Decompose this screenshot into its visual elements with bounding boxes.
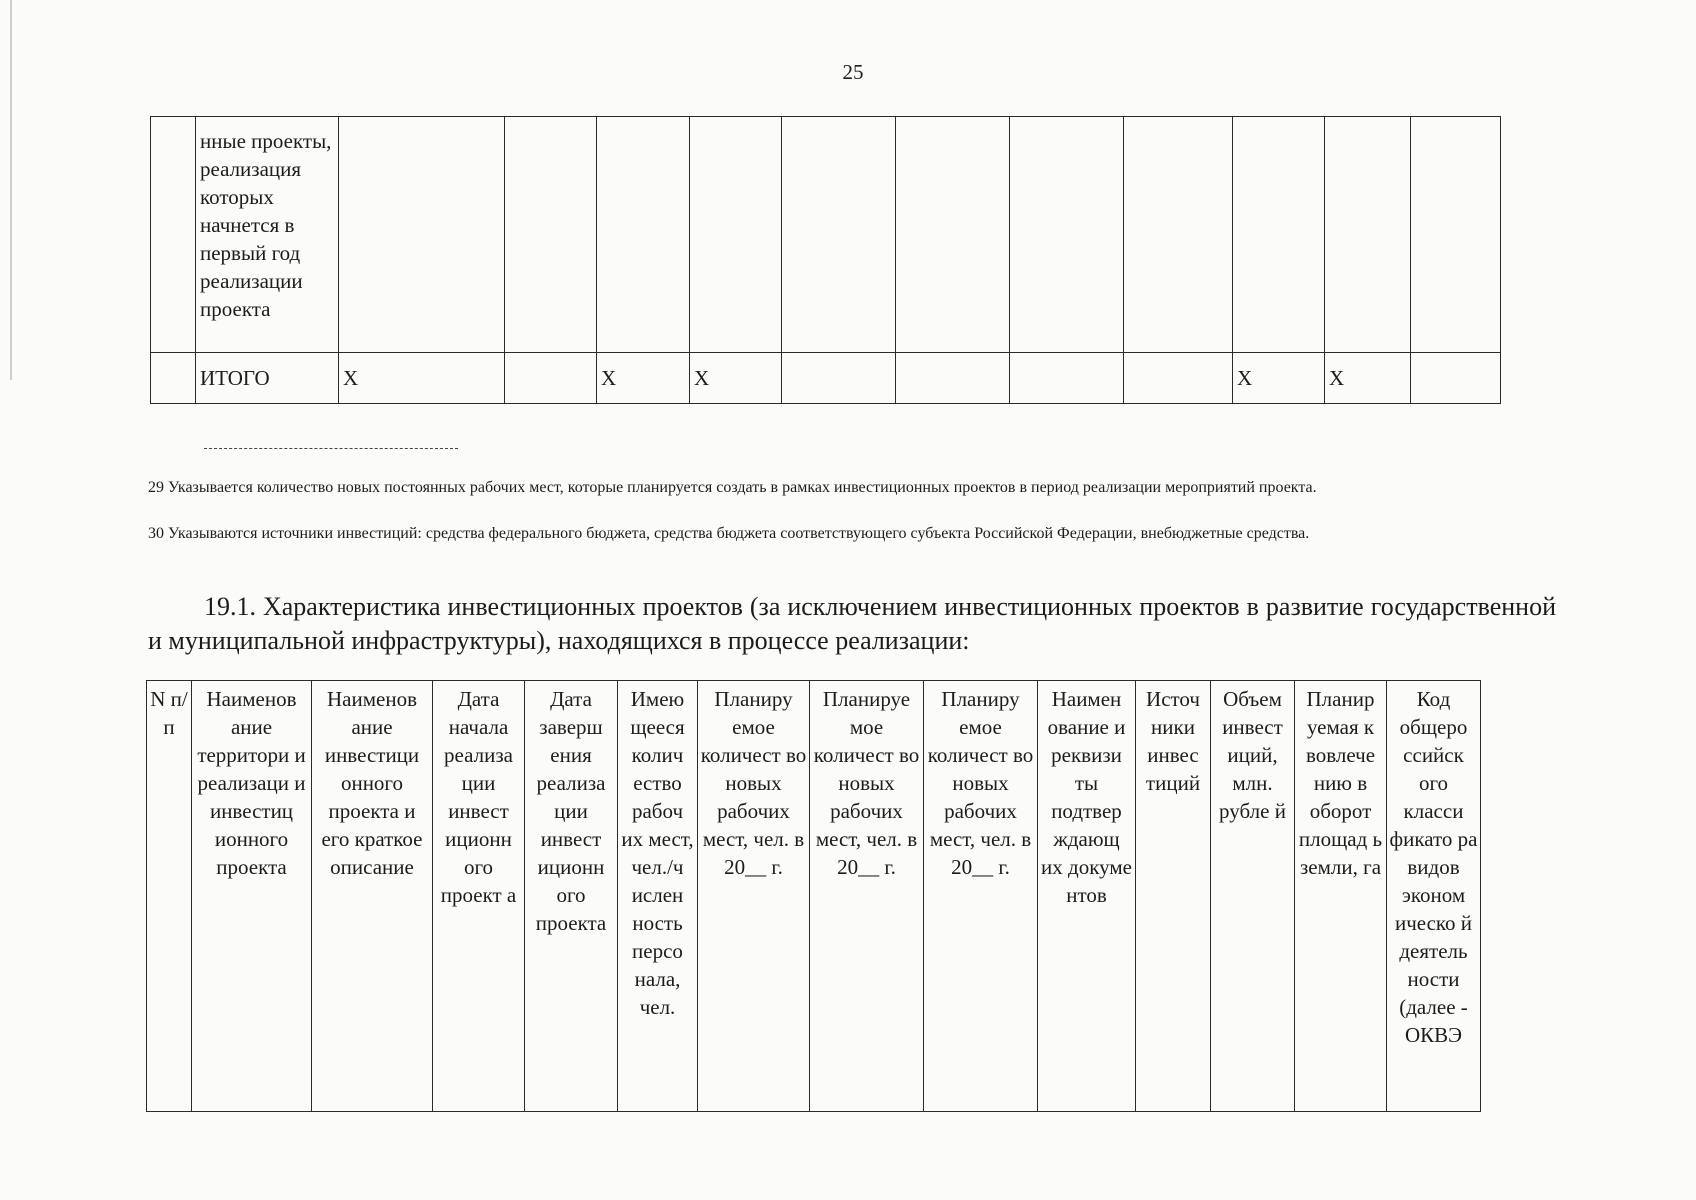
- top-table: [150, 116, 1501, 404]
- column-header: Планир уемая к вовлече нию в оборот площад ь земли, га: [1295, 681, 1387, 1112]
- column-header: Планируе мое количест во новых рабочих мест, чел. в 20__ г.: [810, 681, 924, 1112]
- total-cell: [782, 353, 896, 404]
- header-row: [147, 681, 1481, 1112]
- page-number: 25: [842, 60, 864, 84]
- column-header: Планиру емое количест во новых рабочих мест, чел. в 20__ г.: [924, 681, 1038, 1112]
- column-header: Источ ники инвес тиций: [1136, 681, 1211, 1112]
- total-label: ИТОГО: [196, 353, 339, 404]
- column-header: N п/п: [147, 681, 192, 1112]
- column-header: Наименов ание территори и реализаци и инвестиц ионного проекта: [192, 681, 312, 1112]
- table-cell: [690, 117, 782, 353]
- column-header: Объем инвест иций, млн. рубле й: [1211, 681, 1295, 1112]
- total-cell: [896, 353, 1010, 404]
- investment-projects-table: [146, 680, 1481, 1112]
- column-header: Имею щееся колич ество рабоч их мест, чел./ч ислен ность персо нала, чел.: [618, 681, 698, 1112]
- table-cell: [597, 117, 690, 353]
- row-label: нные проекты, реализация которых начнется в первый год реализации проекта: [196, 117, 339, 353]
- table-cell: [1411, 117, 1501, 353]
- column-header: Планиру емое количест во новых рабочих мест, чел. в 20__ г.: [698, 681, 810, 1112]
- table-cell: [151, 353, 196, 404]
- table-cell: [1325, 117, 1411, 353]
- table-cell: [1124, 117, 1233, 353]
- section-heading: 19.1. Характеристика инвестиционных проектов (за исключением инвестиционных проектов в развитие государственной и муниципальной инфраструктуры), находящихся в процессе реализации:: [148, 592, 1556, 655]
- column-header: Код общеро ссийск ого класси фикато ра видов эконом ическо й деятель ности (далее - ОКВЭ: [1387, 681, 1481, 1112]
- total-cell: Х: [597, 353, 690, 404]
- total-cell: Х: [1325, 353, 1411, 404]
- total-cell: [1124, 353, 1233, 404]
- footnote-29: 29 Указывается количество новых постоянных рабочих мест, которые планируется создать в рамках инвестиционных проектов в период реализации мероприятий проекта.: [148, 479, 1317, 496]
- table-cell: [1010, 117, 1124, 353]
- column-header: Дата заверш ения реализа ции инвест иционн ого проекта: [525, 681, 618, 1112]
- total-cell: Х: [690, 353, 782, 404]
- table-cell: [151, 117, 196, 353]
- table-cell: [505, 117, 597, 353]
- footnote-divider: [204, 448, 458, 449]
- column-header: Дата начала реализа ции инвест иционн ого проект а: [433, 681, 525, 1112]
- total-cell: Х: [339, 353, 505, 404]
- table-cell: [1233, 117, 1325, 353]
- total-cell: Х: [1233, 353, 1325, 404]
- table-cell: [782, 117, 896, 353]
- scan-edge: [10, 0, 12, 380]
- total-row: [151, 353, 1501, 404]
- table-cell: [896, 117, 1010, 353]
- table-cell: [339, 117, 505, 353]
- column-header: Наимен ование и реквизи ты подтвер ждающ их докуме нтов: [1038, 681, 1136, 1112]
- total-cell: [1010, 353, 1124, 404]
- total-cell: [505, 353, 597, 404]
- footnote-30: 30 Указываются источники инвестиций: средства федерального бюджета, средства бюджета соответствующего субъекта Российской Федерации, внебюджетные средства.: [148, 525, 1310, 542]
- total-cell: [1411, 353, 1501, 404]
- table-row: [151, 117, 1501, 353]
- column-header: Наименов ание инвестици онного проекта и его краткое описание: [312, 681, 433, 1112]
